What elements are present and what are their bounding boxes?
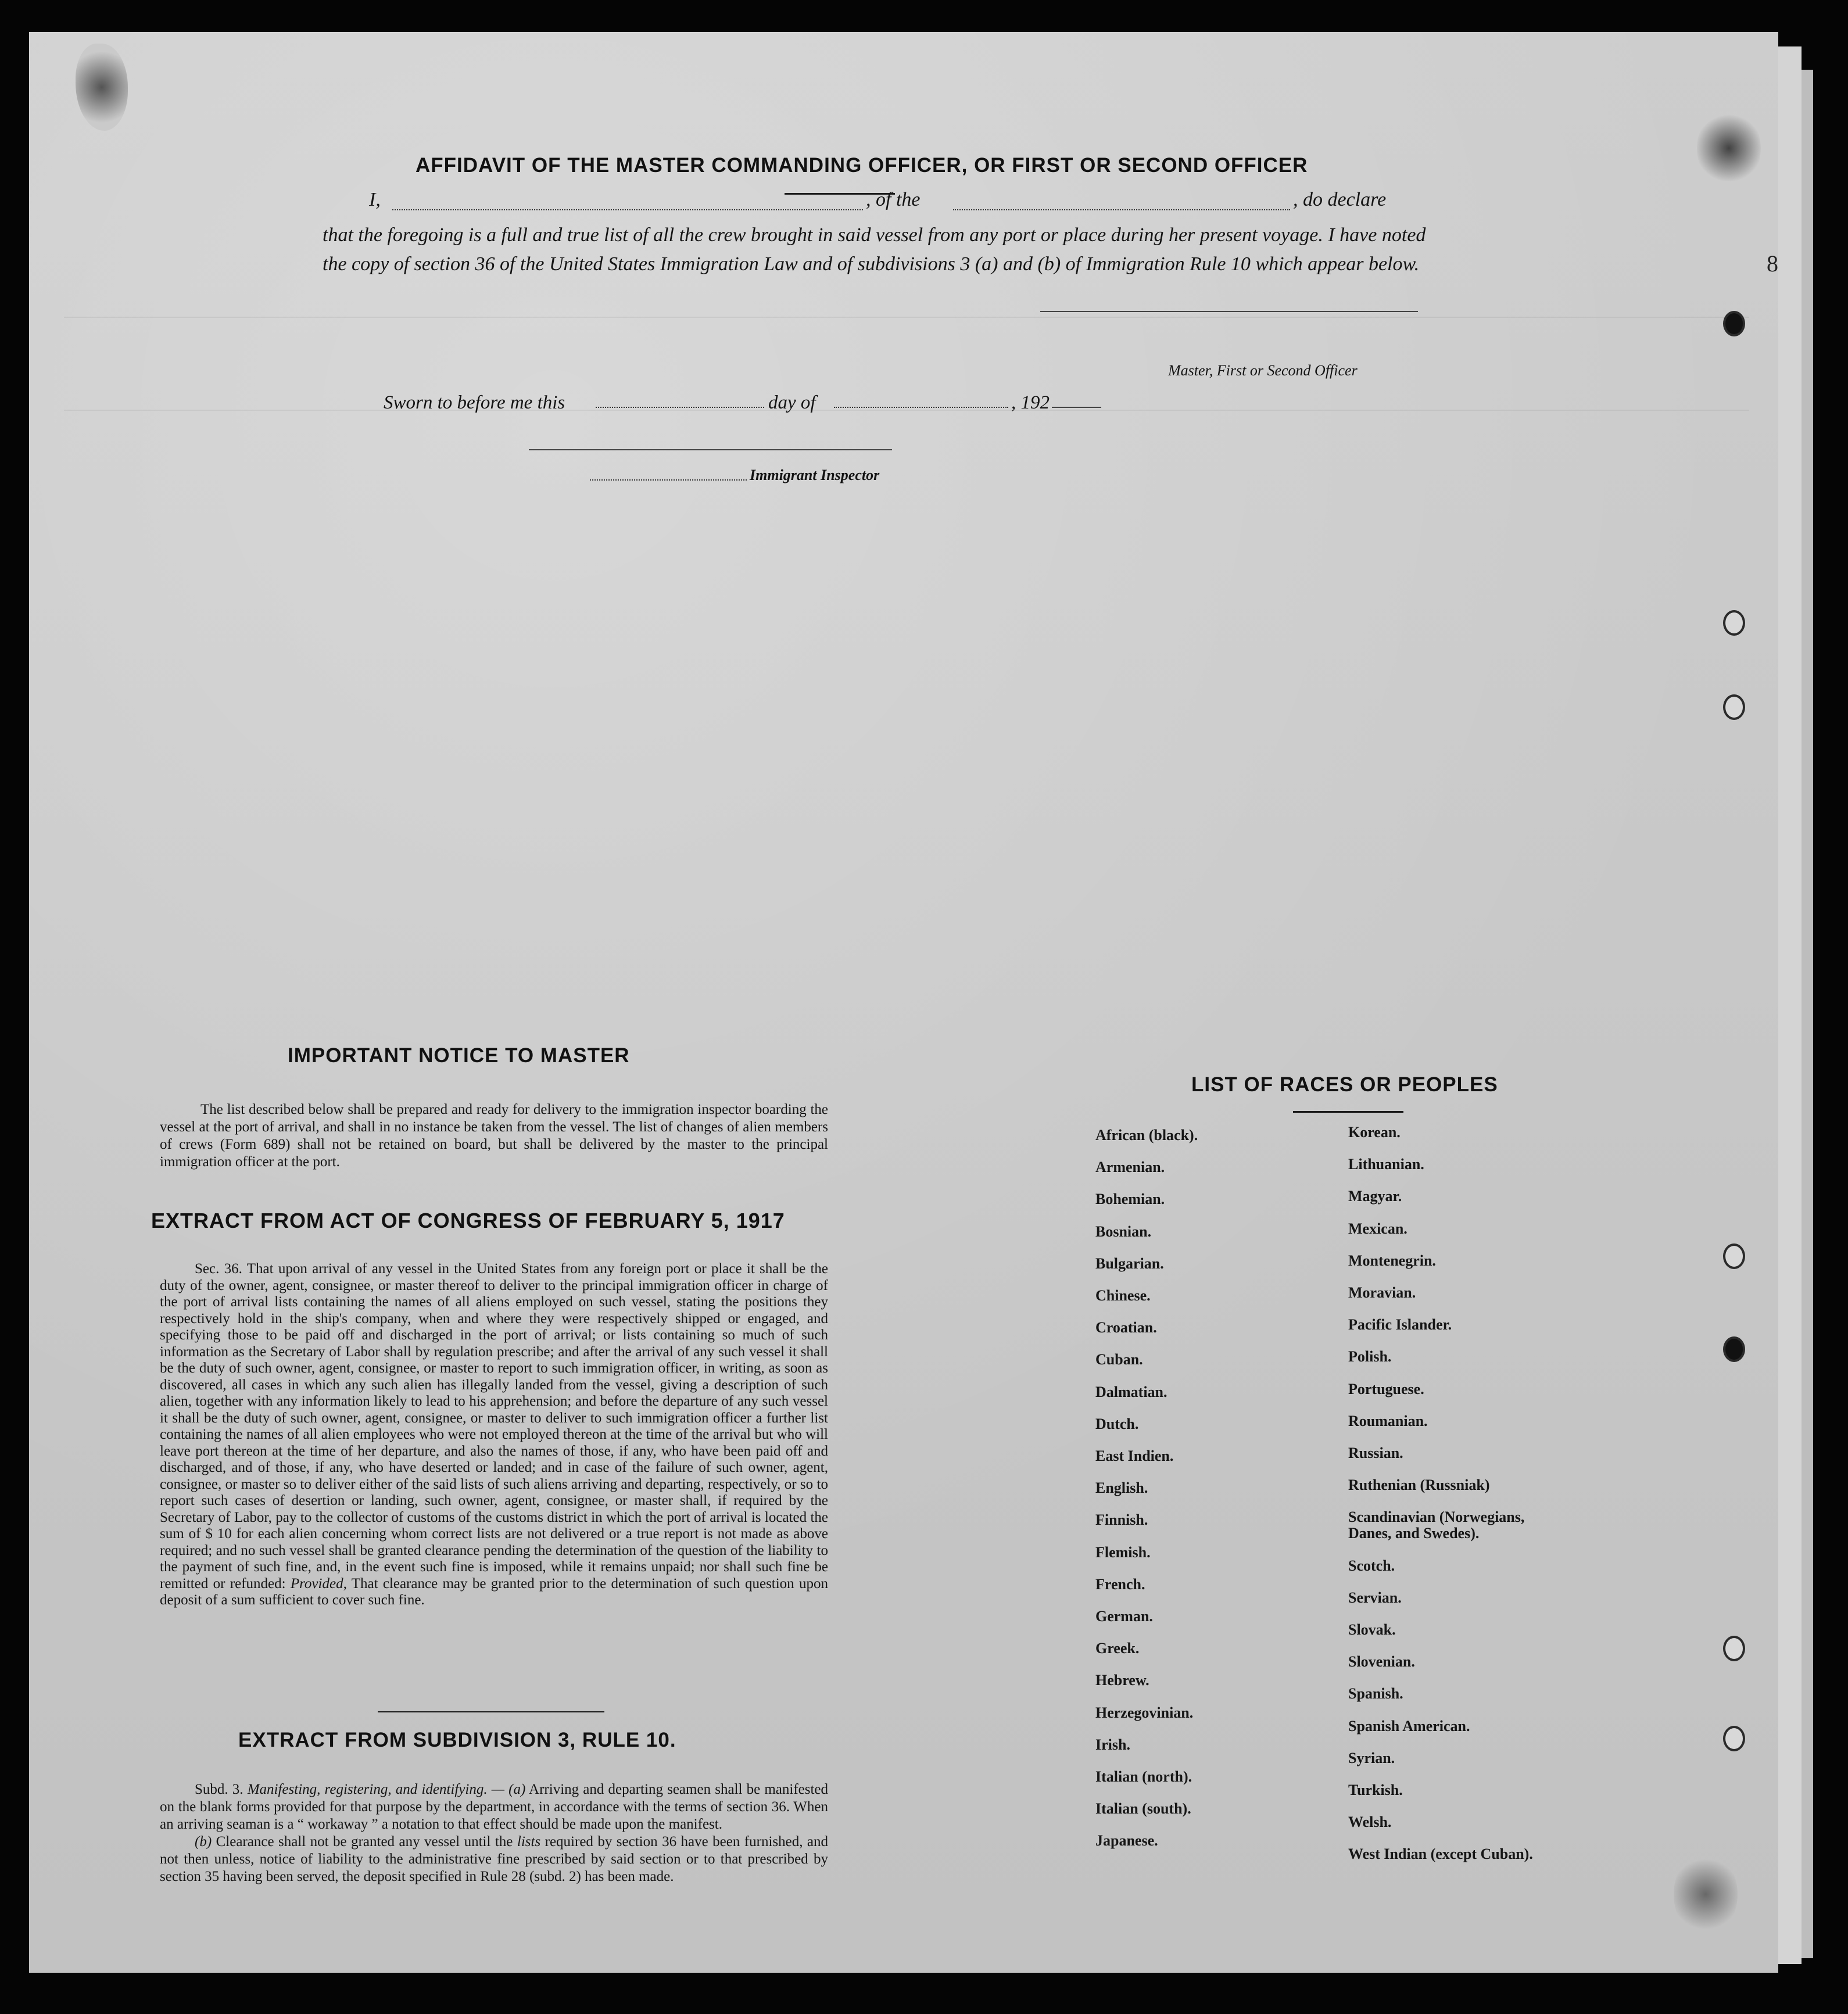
race-item: Syrian.	[1348, 1749, 1395, 1766]
corner-smudge	[1697, 107, 1761, 189]
race-item: Hebrew.	[1095, 1672, 1149, 1689]
affidavit-do-declare: , do declare	[1293, 189, 1387, 210]
punch-hole	[1723, 1636, 1745, 1661]
race-item: Spanish.	[1348, 1685, 1403, 1703]
show-through-rule	[64, 410, 1749, 411]
affidavit-i-label: I,	[369, 189, 381, 210]
subd-heading: Manifesting, registering, and identifying.	[247, 1782, 488, 1797]
race-item: Slovak.	[1348, 1621, 1396, 1638]
race-item: Herzegovinian.	[1095, 1704, 1194, 1721]
extract-act-title: EXTRACT FROM ACT OF CONGRESS OF FEBRUARY 5, 1917	[151, 1209, 785, 1232]
sworn-year-blank[interactable]	[1052, 407, 1101, 408]
race-item: Chinese.	[1095, 1287, 1151, 1304]
race-item: Russian.	[1348, 1445, 1403, 1461]
para-a-marker: — (a)	[491, 1782, 526, 1797]
race-item: Dutch.	[1095, 1415, 1139, 1432]
vessel-blank[interactable]	[953, 209, 1290, 210]
race-item: East Indien.	[1095, 1447, 1174, 1464]
race-item: Servian.	[1348, 1589, 1402, 1606]
race-item: African (black).	[1095, 1127, 1198, 1144]
sworn-month-blank[interactable]	[834, 407, 1008, 408]
race-item: Ruthenian (Russniak)	[1348, 1477, 1490, 1494]
race-item: Scotch.	[1348, 1557, 1395, 1574]
punch-hole	[1723, 311, 1745, 336]
race-item: German.	[1095, 1608, 1153, 1625]
race-item: Roumanian.	[1348, 1412, 1428, 1429]
race-item: Bosnian.	[1095, 1223, 1152, 1240]
race-item: Korean.	[1348, 1124, 1401, 1141]
corner-smudge	[1674, 1851, 1738, 1938]
punch-hole	[1723, 1726, 1745, 1751]
para-b-text-2: required by section 36 have been furnished, and not then unless, notice of liability to the administrative fine prescribed by said section or to that prescribed by section 35 having been served, the deposit specified in Rule 28 (subd. 2) has been made.	[160, 1834, 829, 1884]
affidavit-statement: that the foregoing is a full and true list of all the crew brought in said vessel from any port or place during her present voyage. I have noted the copy of section 36 of the United States Immigration Law and of subdivisions 3 (a) and (b) of Immigration Rule 10 which appear below.	[323, 224, 1426, 275]
proviso-text: That clearance may be granted prior to the determination of such question upon deposit of a sum sufficient to cover such fine.	[160, 1575, 828, 1608]
para-b-text-1: Clearance shall not be granted any vessel until the	[216, 1834, 513, 1850]
corner-smudge	[76, 44, 128, 131]
race-item: Portuguese.	[1348, 1380, 1424, 1397]
race-item: Bohemian.	[1095, 1191, 1165, 1208]
notice-title: IMPORTANT NOTICE TO MASTER	[288, 1044, 630, 1067]
document-page	[29, 32, 1778, 1973]
margin-stamp-number: 8	[1767, 250, 1778, 277]
race-item: Croatian.	[1095, 1319, 1157, 1336]
para-b-marker: (b)	[195, 1834, 212, 1850]
race-item: Moravian.	[1348, 1284, 1416, 1301]
race-item: Dalmatian.	[1095, 1383, 1167, 1400]
affidavit-title: AFFIDAVIT OF THE MASTER COMMANDING OFFICER, OR FIRST OR SECOND OFFICER	[416, 154, 1308, 177]
show-through-rule	[64, 317, 1749, 318]
inspector-signature-line[interactable]	[529, 449, 892, 450]
inspector-name-blank[interactable]	[590, 479, 747, 481]
race-item: Scandinavian (Norwegians,	[1348, 1508, 1525, 1526]
race-item: Montenegrin.	[1348, 1252, 1436, 1269]
sworn-day-of: day of	[768, 392, 816, 413]
proviso-word: Provided,	[290, 1575, 347, 1592]
race-item: Mexican.	[1348, 1220, 1408, 1237]
notice-body: The list described below shall be prepared and ready for delivery to the immigration inspector boarding the vessel at the port of arrival, and shall in no instance be taken from the vessel. The list of changes of alien members of crews (Form 689) shall not be retained on board, but shall be delivered by the master to the principal immigration officer at the port.	[160, 1102, 828, 1170]
race-item: Armenian.	[1095, 1159, 1165, 1176]
race-item: Danes, and Swedes).	[1348, 1525, 1480, 1542]
section-36-text: Sec. 36. That upon arrival of any vessel in the United States from any foreign port or place it shall be the duty of the owner, agent, consignee, or master thereof to deliver to the principal immigration officer in charge of the port of arrival lists containing the names of all aliens employed on such vessel, stating the positions they respectively hold in the ship's company, when and where they were respectively shipped or engaged, and specifying those to be paid off and discharged in the port of arrival; or lists containing so much of such information as the Secretary of Labor shall by regulation prescribe; and after the arrival of any such vessel it shall be the duty of such owner, agent, consignee, or master to report to such immigration officer, in writing, as soon as discovered, all cases in which any such alien has illegally landed from the vessel, giving a description of such alien, together with any information likely to lead to his apprehension; and before the departure of any such vessel it shall be the duty of such owner, agent, consignee, or master to deliver to such immigration officer a further list containing the names of all alien employees who were not employed thereon at the time of the arrival but who will leave port thereon at the time of her departure, and also the names of those, if any, who have been paid off and discharged, and of those, if any, who have deserted or landed; and in case of the failure of such owner, agent, consignee, or master so to deliver either of the said lists of such aliens arriving and departing, respectively, or so to report such cases of desertion or landing, such owner, agent, consignee, or master shall, if required by the Secretary of Labor, pay to the collector of customs of the customs district in which the port of arrival is located the sum of $ 10 for each alien concerning whom correct lists are not delivered or a true report is not made as above required; and no such vessel shall be granted clearance pending the determination of the question of the liability to the payment of such fine, and, in the event such fine is imposed, while it remains unpaid; nor shall such fine be remitted or refunded:	[160, 1261, 828, 1592]
race-item: Greek.	[1095, 1640, 1140, 1657]
sworn-prefix: Sworn to before me this	[384, 392, 565, 413]
race-item: Finnish.	[1095, 1511, 1148, 1529]
section-divider	[378, 1711, 604, 1712]
punch-hole	[1723, 694, 1745, 720]
race-item: Magyar.	[1348, 1188, 1402, 1205]
punch-hole	[1723, 1336, 1745, 1362]
page-edge-strip	[1778, 46, 1802, 1964]
race-item: Italian (north).	[1095, 1768, 1192, 1785]
punch-hole	[1723, 610, 1745, 636]
race-item: West Indian (except Cuban).	[1348, 1845, 1533, 1863]
race-item: Turkish.	[1348, 1782, 1403, 1798]
race-item: Slovenian.	[1348, 1653, 1415, 1671]
races-title: LIST OF RACES OR PEOPLES	[1191, 1073, 1498, 1096]
paragraph-a	[160, 1781, 828, 1833]
paragraph-b	[160, 1833, 828, 1886]
punch-hole	[1723, 1243, 1745, 1269]
affidavit-of-the: , of the	[866, 189, 921, 210]
race-item: Pacific Islander.	[1348, 1316, 1452, 1334]
race-item: Japanese.	[1095, 1832, 1158, 1850]
race-item: Spanish American.	[1348, 1717, 1470, 1735]
extract-act-body	[160, 1261, 828, 1609]
page-edge-strip-back	[1802, 70, 1813, 1958]
signature-line[interactable]	[1040, 311, 1418, 312]
races-title-underline	[1293, 1111, 1403, 1113]
extract-rule-body	[160, 1781, 828, 1886]
para-b-lists: lists	[517, 1834, 541, 1850]
race-item: Irish.	[1095, 1736, 1130, 1753]
sworn-year-prefix: , 192	[1011, 392, 1050, 413]
subd-prefix: Subd. 3.	[195, 1782, 243, 1797]
race-item: Bulgarian.	[1095, 1255, 1164, 1272]
name-blank[interactable]	[392, 209, 863, 210]
race-item: Welsh.	[1348, 1814, 1392, 1831]
race-item: Polish.	[1348, 1348, 1392, 1366]
signature-label: Master, First or Second Officer	[1168, 362, 1358, 379]
race-item: French.	[1095, 1575, 1145, 1593]
race-item: English.	[1095, 1479, 1148, 1497]
race-item: Lithuanian.	[1348, 1156, 1424, 1173]
race-item: Flemish.	[1095, 1543, 1151, 1561]
para-a-text: Arriving and departing seamen shall be manifested on the blank forms provided for that purpose by the department, in accordance with the terms of section 36. When an arriving seaman is a “ workaway ” a notation to that effect should be made upon the manifest.	[160, 1782, 829, 1832]
sworn-day-blank[interactable]	[596, 407, 764, 408]
race-item: Italian (south).	[1095, 1800, 1191, 1818]
race-item: Cuban.	[1095, 1351, 1143, 1368]
extract-rule-title: EXTRACT FROM SUBDIVISION 3, RULE 10.	[238, 1729, 676, 1751]
inspector-label: Immigrant Inspector	[750, 467, 880, 483]
